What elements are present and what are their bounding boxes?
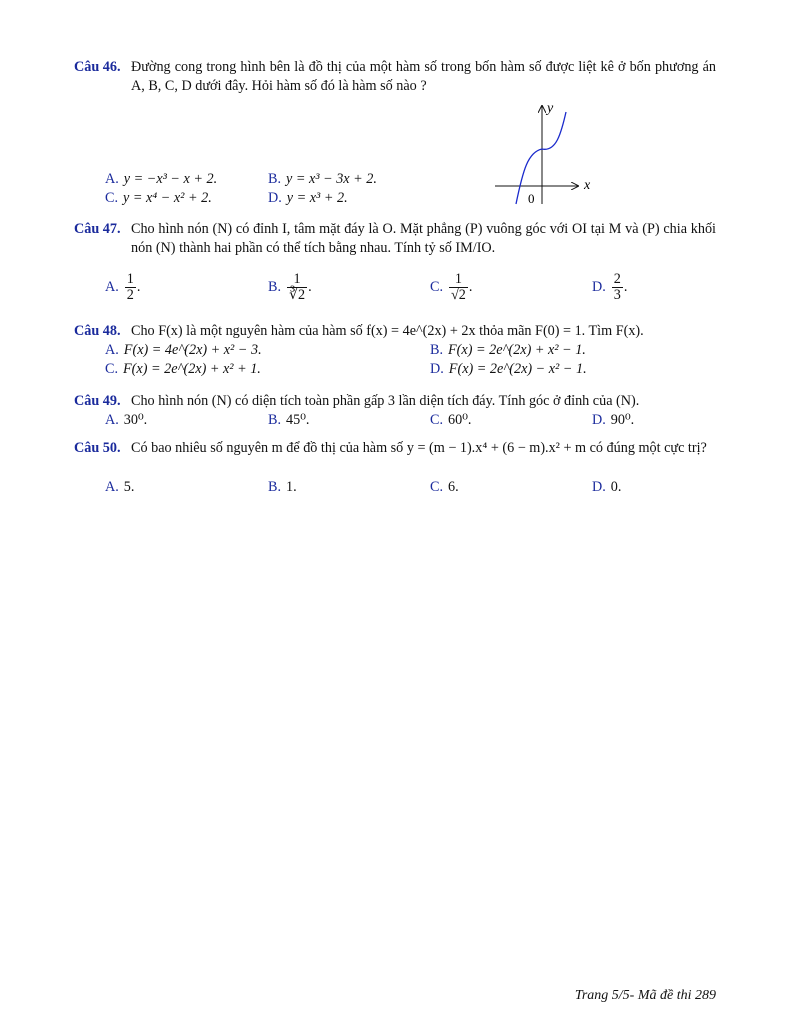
- question-label: Câu 49.: [74, 393, 121, 409]
- option-d: D. $\frac{2}{3}$ .: [592, 271, 628, 303]
- question-47: [74, 220, 716, 258]
- option-b: B. $\frac{1}{∛2}$ .: [268, 271, 312, 303]
- question-label: Câu 46.: [74, 59, 121, 75]
- option-b: B. 1.: [268, 479, 297, 495]
- question-text: Có bao nhiêu số nguyên m để đồ thị của hàm số y = (m − 1).x⁴ + (6 − m).x² + m có đúng một cực trị?: [131, 440, 707, 456]
- option-a: A. $\frac{1}{2}$ .: [105, 271, 141, 303]
- question-text: Đường cong trong hình bên là đồ thị của một hàm số trong bốn hàm số được liệt kê ở bốn phương án A, B, C, D dưới đây. Hỏi hàm số đó là hàm số nào ?: [131, 59, 716, 94]
- question-label: Câu 47.: [74, 221, 121, 237]
- question-49: [74, 392, 716, 411]
- question-text: Cho hình nón (N) có đỉnh I, tâm mặt đáy là O. Mặt phẳng (P) vuông góc với OI tại M và (P) chia khối nón (N) thành hai phần có thể tích bằng nhau. Tính tỷ số IM/IO.: [131, 221, 716, 256]
- option-c: C. 6.: [430, 479, 459, 495]
- option-b: B. F(x) = 2e^(2x) + x² − 1.: [430, 342, 586, 358]
- question-label: Câu 50.: [74, 440, 121, 456]
- option-b: B. y = x³ − 3x + 2.: [268, 171, 377, 187]
- option-d: D. 90⁰.: [592, 412, 635, 428]
- option-c: C. F(x) = 2e^(2x) + x² + 1.: [105, 361, 261, 377]
- question-46: [74, 58, 716, 96]
- option-c: C. 60⁰.: [430, 412, 472, 428]
- question-text: Cho hình nón (N) có diện tích toàn phần gấp 3 lần diện tích đáy. Tính góc ở đỉnh của (N).: [131, 393, 640, 409]
- question-48: [74, 322, 716, 341]
- option-d: D. y = x³ + 2.: [268, 190, 348, 206]
- option-a: A. F(x) = 4e^(2x) + x² − 3.: [105, 342, 262, 358]
- page-footer: Trang 5/5- Mã đề thi 289: [574, 988, 716, 1003]
- option-c: C. $\frac{1}{√2}$ .: [430, 271, 473, 303]
- origin-label: 0: [528, 191, 535, 206]
- x-axis-label: x: [584, 178, 591, 193]
- option-d: D. 0.: [592, 479, 622, 495]
- option-c: C. y = x⁴ − x² + 2.: [105, 190, 212, 206]
- question-label: Câu 48.: [74, 323, 121, 339]
- y-axis-label: y: [547, 101, 554, 116]
- option-a: A. 5.: [105, 479, 135, 495]
- curve: [516, 112, 566, 204]
- option-a: A. y = −x³ − x + 2.: [105, 171, 218, 187]
- option-a: A. 30⁰.: [105, 412, 148, 428]
- question-text: Cho F(x) là một nguyên hàm của hàm số f(x) = 4e^(2x) + 2x thỏa mãn F(0) = 1. Tìm F(x).: [131, 323, 644, 339]
- option-b: B. 45⁰.: [268, 412, 310, 428]
- question-50: [74, 439, 716, 458]
- option-d: D. F(x) = 2e^(2x) − x² − 1.: [430, 361, 587, 377]
- function-graph: [490, 98, 600, 210]
